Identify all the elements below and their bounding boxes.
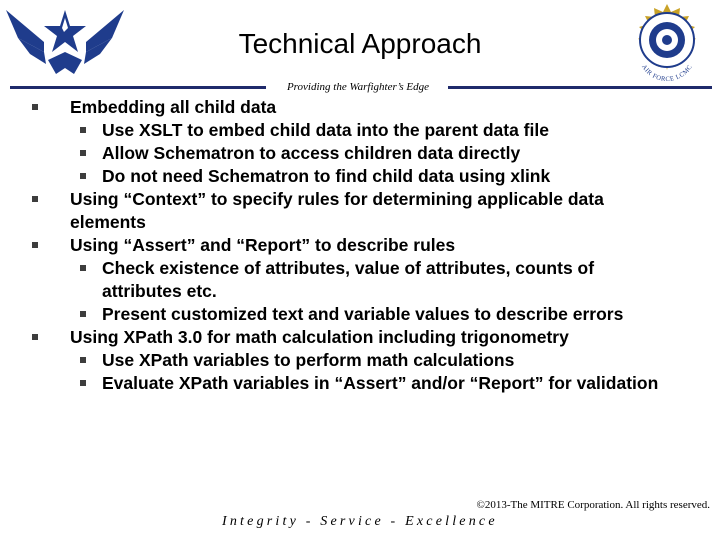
tagline: Providing the Warfighter’s Edge (286, 81, 430, 93)
aflcmc-seal-icon (624, 2, 710, 86)
bullet-square-icon (80, 127, 86, 133)
bullet-square-icon (80, 265, 86, 271)
bullet-text: Use XSLT to embed child data into the parent data file (102, 120, 549, 140)
sub-bullet-item (0, 257, 672, 303)
header-rule-left (10, 86, 266, 89)
bullet-square-icon (80, 173, 86, 179)
header-rule-right (448, 86, 712, 89)
bullet-list (0, 96, 720, 395)
bullet-text: Use XPath variables to perform math calculations (102, 350, 515, 370)
bullet-square-icon (32, 334, 38, 340)
bullet-text: Evaluate XPath variables in “Assert” and/or “Report” for validation (102, 373, 659, 393)
bullet-text: Present customized text and variable values to describe errors (102, 304, 624, 324)
sub-bullet-item (0, 119, 672, 142)
sub-bullet-item (0, 372, 672, 395)
bullet-item (0, 234, 670, 257)
sub-bullet-item (0, 349, 672, 372)
slide-title: Technical Approach (238, 28, 482, 59)
seal-text: AIR FORCE LCMC (640, 63, 694, 84)
copyright-notice: ©2013-The MITRE Corporation. All rights reserved. (476, 499, 710, 511)
footer-motto: Integrity - Service - Excellence (222, 514, 498, 529)
bullet-square-icon (32, 104, 38, 110)
air-force-logo-icon (4, 2, 126, 80)
bullet-text: Do not need Schematron to find child data using xlink (102, 166, 551, 186)
bullet-square-icon (80, 311, 86, 317)
bullet-square-icon (32, 196, 38, 202)
sub-bullet-item (0, 165, 672, 188)
bullet-square-icon (80, 380, 86, 386)
bullet-square-icon (32, 242, 38, 248)
bullet-text: Embedding all child data (70, 97, 277, 117)
sub-bullet-item (0, 303, 672, 326)
sub-bullet-item (0, 142, 672, 165)
bullet-text: Using “Assert” and “Report” to describe rules (70, 235, 456, 255)
bullet-text: Using XPath 3.0 for math calculation including trigonometry (70, 327, 569, 347)
bullet-item (0, 96, 670, 119)
bullet-item (0, 326, 670, 349)
bullet-text: Using “Context” to specify rules for determining applicable data elements (70, 189, 604, 232)
bullet-item (0, 188, 670, 234)
bullet-text: Allow Schematron to access children data directly (102, 143, 521, 163)
bullet-square-icon (80, 150, 86, 156)
bullet-square-icon (80, 357, 86, 363)
bullet-text: Check existence of attributes, value of attributes, counts of attributes etc. (102, 258, 595, 301)
